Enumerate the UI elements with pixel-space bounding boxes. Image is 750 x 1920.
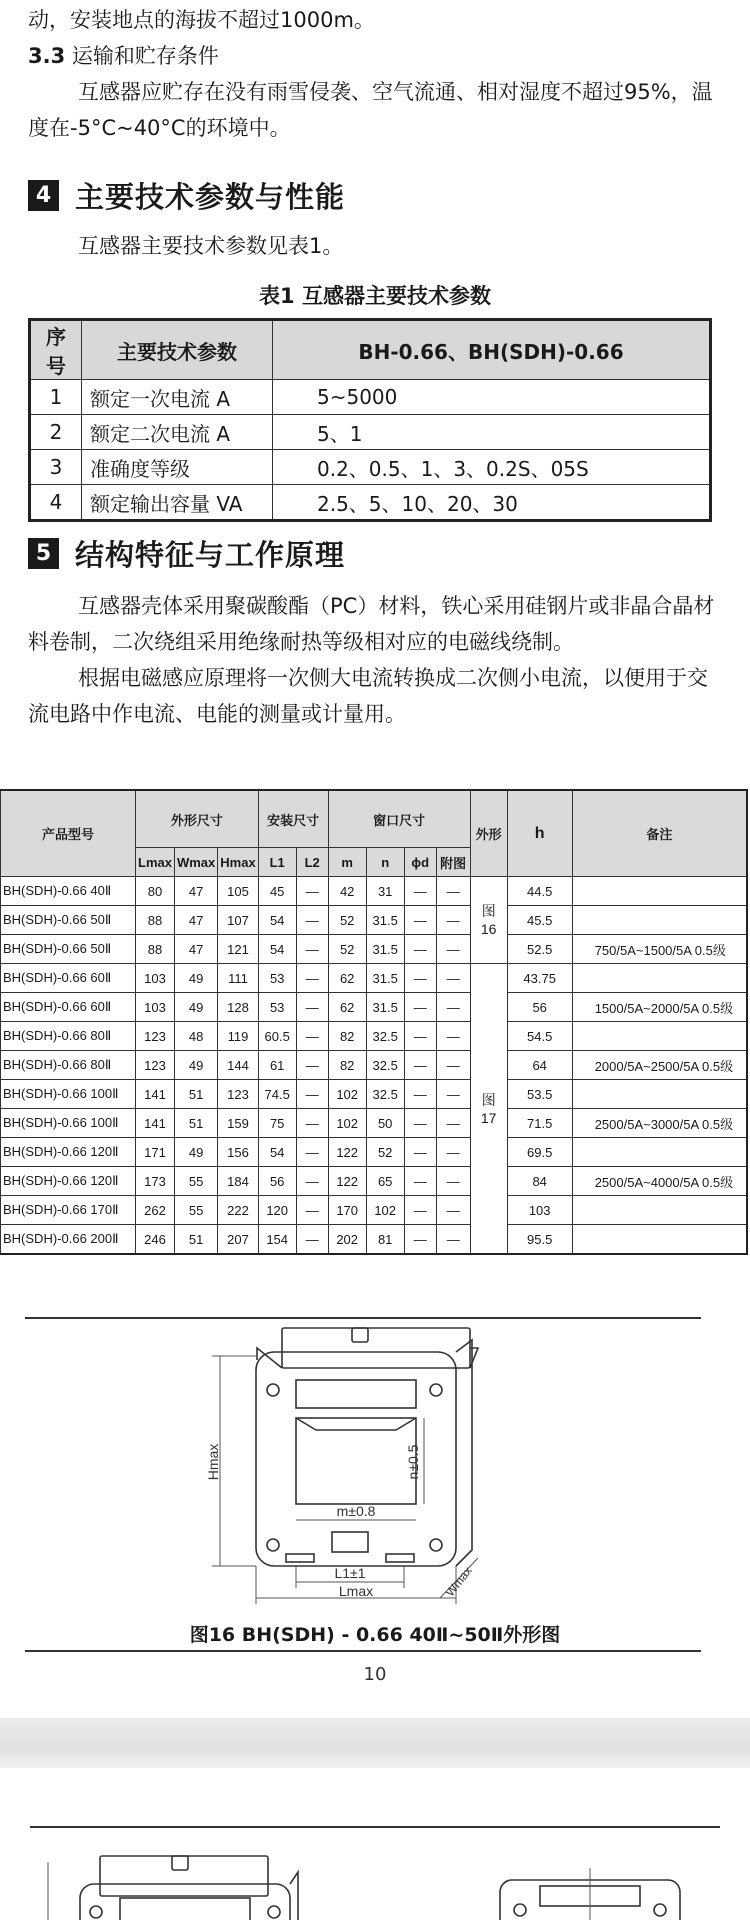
table-cell: 105 bbox=[218, 877, 258, 906]
table-cell: — bbox=[436, 877, 470, 906]
table-cell: — bbox=[404, 993, 436, 1022]
table-cell: — bbox=[296, 1167, 328, 1196]
section-title: 主要技术参数与性能 bbox=[75, 179, 346, 214]
table-cell: 141 bbox=[136, 1080, 175, 1109]
table-cell: 154 bbox=[258, 1225, 296, 1255]
table-cell: 45.5 bbox=[507, 906, 572, 935]
subsection-number: 3.3 bbox=[28, 44, 66, 68]
table-cell: — bbox=[436, 935, 470, 964]
table-cell: 54.5 bbox=[507, 1022, 572, 1051]
header-cell: L2 bbox=[296, 848, 328, 877]
table-cell: 62 bbox=[328, 993, 366, 1022]
table-cell: 额定一次电流 A bbox=[82, 380, 273, 415]
table-cell: 54 bbox=[258, 1138, 296, 1167]
table-cell: 103 bbox=[136, 993, 175, 1022]
table-cell: — bbox=[436, 1225, 470, 1255]
subsection-title: 运输和贮存条件 bbox=[71, 44, 219, 68]
table-cell: 82 bbox=[328, 1051, 366, 1080]
table-cell: — bbox=[296, 906, 328, 935]
table-cell: 122 bbox=[328, 1138, 366, 1167]
table-cell: — bbox=[296, 1196, 328, 1225]
table-cell: 128 bbox=[218, 993, 258, 1022]
table-cell: 62 bbox=[328, 964, 366, 993]
table-cell: 56 bbox=[507, 993, 572, 1022]
table-cell: — bbox=[436, 906, 470, 935]
table-cell: 60.5 bbox=[258, 1022, 296, 1051]
hmax-label: Hmax bbox=[205, 1443, 221, 1481]
figure-16-caption: 图16 BH(SDH) - 0.66 40Ⅱ~50Ⅱ外形图 bbox=[189, 1624, 561, 1646]
table-cell: 2.5、5、10、20、30 bbox=[273, 485, 711, 521]
table-cell: 32.5 bbox=[366, 1051, 404, 1080]
table-cell: — bbox=[436, 1167, 470, 1196]
page-number: 10 bbox=[363, 1664, 387, 1685]
section-title: 结构特征与工作原理 bbox=[75, 537, 346, 572]
table-cell: 184 bbox=[218, 1167, 258, 1196]
table-cell: — bbox=[436, 1196, 470, 1225]
table-cell: 2500/5A~4000/5A 0.5级 bbox=[572, 1167, 747, 1196]
table-cell: 74.5 bbox=[258, 1080, 296, 1109]
table-cell: 71.5 bbox=[507, 1109, 572, 1138]
table-cell: 95.5 bbox=[507, 1225, 572, 1255]
table-cell: — bbox=[436, 993, 470, 1022]
section-5-paragraph-1: 互感器壳体采用聚碳酸酯（PC）材料，铁心采用硅钢片或非晶合晶材料卷制，二次绕组采用绝缘耐热等级相对应的电磁线绕制。 bbox=[28, 594, 715, 654]
table-cell: 171 bbox=[136, 1138, 175, 1167]
table-cell: 52 bbox=[366, 1138, 404, 1167]
table-cell: 44.5 bbox=[507, 877, 572, 906]
terminal-screw bbox=[172, 1856, 188, 1870]
table-cell: 173 bbox=[136, 1167, 175, 1196]
table-cell: 120 bbox=[258, 1196, 296, 1225]
header-cell: 主要技术参数 bbox=[82, 320, 273, 380]
table-cell: — bbox=[404, 1109, 436, 1138]
table-cell: 31 bbox=[366, 877, 404, 906]
table-cell: BH(SDH)-0.66 50Ⅱ bbox=[1, 906, 136, 935]
table-cell: 4 bbox=[30, 485, 82, 521]
table-cell: 32.5 bbox=[366, 1022, 404, 1051]
header-cell: 附图 bbox=[436, 848, 470, 877]
table-cell: — bbox=[436, 1138, 470, 1167]
table-cell: 31.5 bbox=[366, 993, 404, 1022]
table-cell: — bbox=[296, 935, 328, 964]
table-cell: — bbox=[436, 964, 470, 993]
table-cell: 141 bbox=[136, 1109, 175, 1138]
header-cell: 窗口尺寸 bbox=[328, 790, 470, 848]
table-cell: — bbox=[436, 1022, 470, 1051]
table-1-caption: 表1 互感器主要技术参数 bbox=[259, 284, 491, 308]
header-cell: m bbox=[328, 848, 366, 877]
table-cell: 1 bbox=[30, 380, 82, 415]
table-cell: 52.5 bbox=[507, 935, 572, 964]
table-cell: — bbox=[404, 1225, 436, 1255]
mounting-hole bbox=[267, 1539, 279, 1551]
mounting-hole bbox=[514, 1904, 526, 1916]
table-cell: 5~5000 bbox=[273, 380, 711, 415]
table-cell: 5、1 bbox=[273, 415, 711, 450]
table-cell: 121 bbox=[218, 935, 258, 964]
table-cell: 202 bbox=[328, 1225, 366, 1255]
table-cell: 52 bbox=[328, 906, 366, 935]
housing-front-outline bbox=[80, 1884, 290, 1920]
table-cell: — bbox=[404, 877, 436, 906]
table-cell: 54 bbox=[258, 906, 296, 935]
m-label: m±0.8 bbox=[336, 1503, 376, 1519]
mounting-hole bbox=[430, 1539, 442, 1551]
table-cell: 54 bbox=[258, 935, 296, 964]
table-cell: 2 bbox=[30, 415, 82, 450]
table-cell: 51 bbox=[174, 1225, 217, 1255]
terminal-screw bbox=[352, 1328, 368, 1342]
table-cell: 80 bbox=[136, 877, 175, 906]
housing-front-outline bbox=[256, 1352, 456, 1566]
header-cell: 外形 bbox=[470, 790, 507, 877]
table-cell: 3 bbox=[30, 450, 82, 485]
n-label: n±0.5 bbox=[405, 1444, 421, 1480]
table-cell: 53 bbox=[258, 964, 296, 993]
table-cell: 31.5 bbox=[366, 964, 404, 993]
table-cell: 111 bbox=[218, 964, 258, 993]
section-number-badge: 4 bbox=[28, 180, 59, 211]
table-cell: 88 bbox=[136, 935, 175, 964]
table-cell: 102 bbox=[328, 1080, 366, 1109]
table-cell: 2000/5A~2500/5A 0.5级 bbox=[572, 1051, 747, 1080]
terminal-block-outline bbox=[282, 1328, 470, 1368]
mounting-hole bbox=[267, 1384, 279, 1396]
nameplate-slot bbox=[120, 1898, 250, 1920]
table-cell: BH(SDH)-0.66 170Ⅱ bbox=[1, 1196, 136, 1225]
table-cell: 31.5 bbox=[366, 906, 404, 935]
table-cell: 47 bbox=[174, 935, 217, 964]
mounting-hole bbox=[430, 1384, 442, 1396]
table-cell: 222 bbox=[218, 1196, 258, 1225]
table-cell: 47 bbox=[174, 877, 217, 906]
section-4-paragraph: 互感器主要技术参数见表1。 bbox=[78, 234, 344, 258]
table-cell: 0.2、0.5、1、3、0.2S、05S bbox=[273, 450, 711, 485]
table-cell: 31.5 bbox=[366, 935, 404, 964]
table-cell: 156 bbox=[218, 1138, 258, 1167]
table-cell: BH(SDH)-0.66 120Ⅱ bbox=[1, 1138, 136, 1167]
table-cell: — bbox=[404, 1080, 436, 1109]
table-cell: 122 bbox=[328, 1167, 366, 1196]
table-cell: 119 bbox=[218, 1022, 258, 1051]
table-cell: BH(SDH)-0.66 120Ⅱ bbox=[1, 1167, 136, 1196]
window-bevel bbox=[296, 1418, 416, 1430]
table-cell: 准确度等级 bbox=[82, 450, 273, 485]
primary-window bbox=[296, 1418, 416, 1504]
table-cell: 2500/5A~3000/5A 0.5级 bbox=[572, 1109, 747, 1138]
table-cell: 51 bbox=[174, 1109, 217, 1138]
table-cell: — bbox=[404, 1167, 436, 1196]
figure-bottom-rule bbox=[25, 1650, 701, 1652]
table-cell: — bbox=[404, 1051, 436, 1080]
table-cell: 49 bbox=[174, 964, 217, 993]
table-cell: 82 bbox=[328, 1022, 366, 1051]
table-cell: 65 bbox=[366, 1167, 404, 1196]
table-cell: 123 bbox=[136, 1051, 175, 1080]
table-cell: BH(SDH)-0.66 100Ⅱ bbox=[1, 1109, 136, 1138]
page-separator bbox=[0, 1718, 750, 1768]
table-cell: 43.75 bbox=[507, 964, 572, 993]
table-cell: — bbox=[436, 1051, 470, 1080]
next-page-preview bbox=[0, 1768, 750, 1920]
header-cell: n bbox=[366, 848, 404, 877]
table-cell: 159 bbox=[218, 1109, 258, 1138]
table-cell: 84 bbox=[507, 1167, 572, 1196]
terminal-block-outline bbox=[100, 1856, 268, 1896]
table-cell: 49 bbox=[174, 1138, 217, 1167]
table-cell: 48 bbox=[174, 1022, 217, 1051]
header-cell: Hmax bbox=[218, 848, 258, 877]
table-cell: 123 bbox=[136, 1022, 175, 1051]
mounting-hole bbox=[268, 1906, 280, 1918]
table-cell: BH(SDH)-0.66 100Ⅱ bbox=[1, 1080, 136, 1109]
header-cell: Wmax bbox=[174, 848, 217, 877]
header-cell: L1 bbox=[258, 848, 296, 877]
table-cell: 170 bbox=[328, 1196, 366, 1225]
table-cell: 88 bbox=[136, 906, 175, 935]
next-figures-drawing bbox=[0, 1768, 750, 1920]
table-cell: BH(SDH)-0.66 80Ⅱ bbox=[1, 1022, 136, 1051]
table-cell: 49 bbox=[174, 993, 217, 1022]
figure-reference: 图16 bbox=[480, 903, 497, 937]
housing-side-outline bbox=[290, 1872, 298, 1920]
table-cell: 64 bbox=[507, 1051, 572, 1080]
intro-line: 动，安装地点的海拔不超过1000m。 bbox=[28, 8, 375, 32]
mount-foot bbox=[386, 1554, 414, 1562]
lmax-label: Lmax bbox=[338, 1583, 374, 1599]
table-cell: 额定输出容量 VA bbox=[82, 485, 273, 521]
table-cell: — bbox=[404, 964, 436, 993]
table-cell: — bbox=[404, 1196, 436, 1225]
table-cell: — bbox=[296, 1109, 328, 1138]
table-cell: 53.5 bbox=[507, 1080, 572, 1109]
table-cell: 144 bbox=[218, 1051, 258, 1080]
table-cell: — bbox=[296, 964, 328, 993]
section-number-badge: 5 bbox=[28, 538, 59, 569]
table-cell: 123 bbox=[218, 1080, 258, 1109]
table-cell: 50 bbox=[366, 1109, 404, 1138]
mounting-hole bbox=[90, 1906, 102, 1918]
table-cell: 75 bbox=[258, 1109, 296, 1138]
table-cell: — bbox=[404, 935, 436, 964]
table-cell: 207 bbox=[218, 1225, 258, 1255]
wmax-label: Wmax bbox=[442, 1563, 475, 1600]
table-cell: BH(SDH)-0.66 40Ⅱ bbox=[1, 877, 136, 906]
header-cell: BH-0.66、BH(SDH)-0.66 bbox=[273, 320, 711, 380]
mount-foot bbox=[286, 1554, 314, 1562]
table-cell: BH(SDH)-0.66 200Ⅱ bbox=[1, 1225, 136, 1255]
table-cell: 53 bbox=[258, 993, 296, 1022]
l1-label: L1±1 bbox=[334, 1565, 366, 1581]
table-cell: 69.5 bbox=[507, 1138, 572, 1167]
table-cell: 1500/5A~2000/5A 0.5级 bbox=[572, 993, 747, 1022]
header-cell: ϕd bbox=[404, 848, 436, 877]
table-cell: 103 bbox=[136, 964, 175, 993]
table-cell: BH(SDH)-0.66 50Ⅱ bbox=[1, 935, 136, 964]
table-cell: BH(SDH)-0.66 60Ⅱ bbox=[1, 993, 136, 1022]
table-cell: — bbox=[296, 1225, 328, 1255]
table-cell: 51 bbox=[174, 1080, 217, 1109]
secondary-terminal bbox=[332, 1532, 368, 1552]
table-cell: — bbox=[296, 1051, 328, 1080]
table-cell: 49 bbox=[174, 1051, 217, 1080]
table-cell: 55 bbox=[174, 1196, 217, 1225]
header-cell: 外形尺寸 bbox=[136, 790, 259, 848]
table-cell: 750/5A~1500/5A 0.5级 bbox=[572, 935, 747, 964]
table-cell: 32.5 bbox=[366, 1080, 404, 1109]
figure-reference: 图17 bbox=[480, 1091, 497, 1126]
header-cell: 产品型号 bbox=[1, 790, 136, 877]
header-cell: Lmax bbox=[136, 848, 175, 877]
header-cell: 安装尺寸 bbox=[258, 790, 328, 848]
table-cell: 102 bbox=[366, 1196, 404, 1225]
table-cell: — bbox=[404, 1138, 436, 1167]
table-cell: BH(SDH)-0.66 80Ⅱ bbox=[1, 1051, 136, 1080]
nameplate-slot bbox=[296, 1380, 416, 1408]
table-cell: 246 bbox=[136, 1225, 175, 1255]
section-5-paragraph-2: 根据电磁感应原理将一次侧大电流转换成二次侧小电流，以便用于交流电路中作电流、电能的测量或计量用。 bbox=[28, 666, 708, 726]
table-cell: — bbox=[296, 1022, 328, 1051]
storage-paragraph: 互感器应贮存在没有雨雪侵袭、空气流通、相对湿度不超过95%，温度在-5°C~40°C的环境中。 bbox=[28, 80, 713, 140]
table-cell: 52 bbox=[328, 935, 366, 964]
table-cell: — bbox=[436, 1109, 470, 1138]
table-cell: BH(SDH)-0.66 60Ⅱ bbox=[1, 964, 136, 993]
table-cell: 额定二次电流 A bbox=[82, 415, 273, 450]
table-cell: 47 bbox=[174, 906, 217, 935]
table-cell: 45 bbox=[258, 877, 296, 906]
header-cell: 备注 bbox=[572, 790, 747, 877]
table-cell: 103 bbox=[507, 1196, 572, 1225]
mounting-hole bbox=[654, 1904, 666, 1916]
header-cell: h bbox=[507, 790, 572, 877]
table-cell: — bbox=[296, 993, 328, 1022]
table-cell: — bbox=[404, 906, 436, 935]
table-cell: — bbox=[436, 1080, 470, 1109]
table-cell: 102 bbox=[328, 1109, 366, 1138]
table-cell: 55 bbox=[174, 1167, 217, 1196]
table-cell: 42 bbox=[328, 877, 366, 906]
table-cell: — bbox=[296, 1080, 328, 1109]
table-cell: — bbox=[296, 877, 328, 906]
table-cell: 61 bbox=[258, 1051, 296, 1080]
table-cell: 81 bbox=[366, 1225, 404, 1255]
table-cell: — bbox=[296, 1138, 328, 1167]
housing-side-outline bbox=[456, 1340, 472, 1566]
table-cell: — bbox=[404, 1022, 436, 1051]
header-cell: 序号 bbox=[30, 320, 82, 380]
table-cell: 107 bbox=[218, 906, 258, 935]
table-cell: 56 bbox=[258, 1167, 296, 1196]
table-cell: 262 bbox=[136, 1196, 175, 1225]
